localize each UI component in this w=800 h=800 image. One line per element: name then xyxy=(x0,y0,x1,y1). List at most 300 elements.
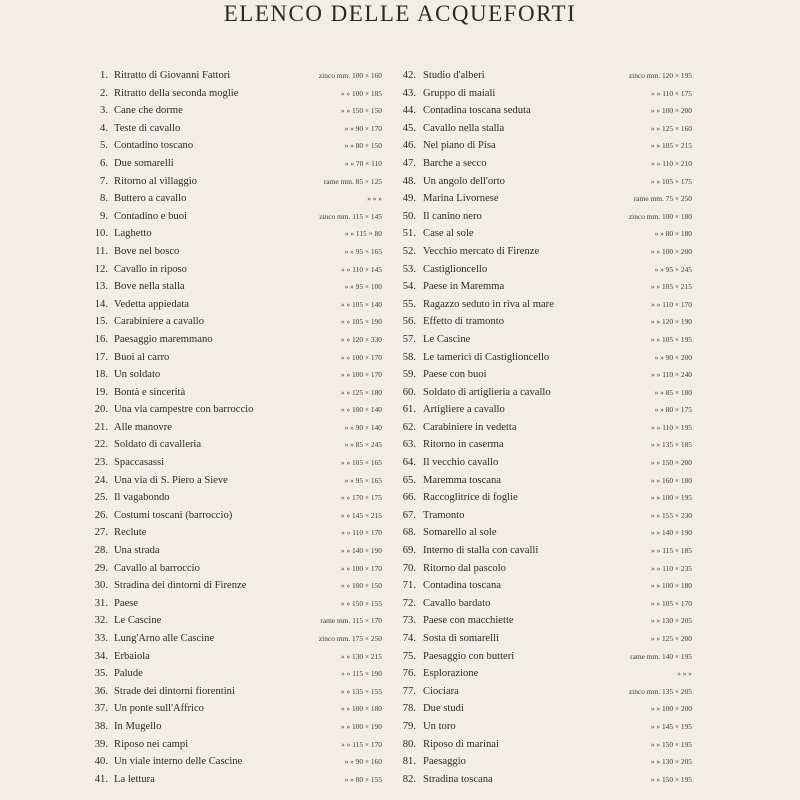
list-item xyxy=(82,454,382,472)
list-item xyxy=(82,331,382,349)
list-item xyxy=(82,120,382,138)
list-item xyxy=(392,243,692,261)
item-number: 17. xyxy=(94,351,108,363)
item-title: Le Cascine xyxy=(114,615,162,627)
item-dimensions: » » 85 × 180 xyxy=(654,387,692,397)
list-item xyxy=(82,524,382,542)
item-dimensions: » » 100 × 140 xyxy=(340,405,382,415)
item-number: 21. xyxy=(94,421,108,433)
item-title: Artigliere a cavallo xyxy=(423,404,505,416)
list-item xyxy=(82,261,382,279)
item-dimensions: » » 110 × 240 xyxy=(651,370,692,380)
list-item xyxy=(392,454,692,472)
list-item xyxy=(82,436,382,454)
item-title: Studio d'alberi xyxy=(423,70,485,81)
item-number: 43. xyxy=(402,87,416,99)
item-number: 67. xyxy=(402,509,416,521)
item-number: 57. xyxy=(402,333,416,345)
list-item xyxy=(82,577,382,595)
list-item xyxy=(82,419,382,437)
item-number: 42. xyxy=(402,70,416,81)
item-dimensions: » » 95 × 100 xyxy=(344,282,382,292)
item-dimensions: » » 105 × 190 xyxy=(340,317,382,327)
item-number: 53. xyxy=(402,263,416,275)
list-item xyxy=(392,208,692,226)
item-title: Costumi toscani (barroccio) xyxy=(114,509,233,521)
list-item xyxy=(82,366,382,384)
list-item xyxy=(392,577,692,595)
item-title: Erbaiola xyxy=(114,650,150,662)
item-number: 2. xyxy=(100,87,108,99)
item-number: 3. xyxy=(100,105,108,117)
item-title: Case al sole xyxy=(423,228,474,240)
item-number: 26. xyxy=(94,509,108,521)
item-title: Spaccasassi xyxy=(114,457,165,469)
item-dimensions: » » 150 × 155 xyxy=(340,598,382,608)
list-item xyxy=(392,560,692,578)
item-dimensions: » » 80 × 155 xyxy=(344,774,382,784)
item-dimensions: » » 110 × 170 xyxy=(651,299,692,309)
item-number: 75. xyxy=(402,650,416,662)
item-title: Reclute xyxy=(114,527,147,539)
item-title: Un angolo dell'orto xyxy=(423,175,505,187)
item-number: 11. xyxy=(95,245,108,257)
item-title: Somarello al sole xyxy=(423,527,497,539)
item-dimensions: » » 100 × 170 xyxy=(340,352,382,362)
item-number: 48. xyxy=(402,175,416,187)
item-title: Una strada xyxy=(114,545,160,557)
item-dimensions: zinco mm. 175 × 250 xyxy=(318,634,382,643)
item-title: Le Cascine xyxy=(423,333,471,345)
item-title: Paese con buoi xyxy=(423,369,487,381)
item-number: 1. xyxy=(100,70,108,81)
item-number: 8. xyxy=(100,193,108,205)
item-number: 82. xyxy=(402,773,416,785)
list-item xyxy=(82,736,382,754)
list-item xyxy=(82,542,382,560)
item-number: 25. xyxy=(94,492,108,504)
list-item xyxy=(392,137,692,155)
item-dimensions: » » 90 × 140 xyxy=(344,422,382,432)
item-title: Tramonto xyxy=(423,509,465,521)
list-item xyxy=(82,208,382,226)
item-number: 73. xyxy=(402,615,416,627)
item-dimensions: » » 100 × 150 xyxy=(340,581,382,591)
item-title: Vecchio mercato di Firenze xyxy=(423,245,540,257)
item-dimensions: » » 105 × 140 xyxy=(340,299,382,309)
item-dimensions: » » 150 × 195 xyxy=(650,774,692,784)
item-dimensions: » » 90 × 170 xyxy=(344,123,382,133)
item-dimensions: » » 125 × 160 xyxy=(650,123,692,133)
item-title: Bontà e sincerità xyxy=(114,386,186,398)
item-number: 78. xyxy=(402,703,416,715)
item-dimensions: » » 95 × 165 xyxy=(344,475,382,485)
item-dimensions: » » 80 × 175 xyxy=(654,405,692,415)
item-dimensions: zinco mm. 115 × 145 xyxy=(319,211,382,221)
list-item xyxy=(392,85,692,103)
item-title: Un toro xyxy=(423,720,456,732)
item-title: Paese in Maremma xyxy=(423,281,505,293)
item-dimensions: » » 80 × 150 xyxy=(344,141,382,151)
item-title: La lettura xyxy=(114,773,155,785)
list-item xyxy=(392,489,692,507)
item-dimensions: » » 110 × 175 xyxy=(651,88,692,98)
item-number: 46. xyxy=(402,140,416,152)
item-number: 12. xyxy=(94,263,108,275)
item-number: 27. xyxy=(94,527,108,539)
item-number: 38. xyxy=(94,720,108,732)
list-item xyxy=(82,753,382,771)
item-title: Stradina dei dintorni di Firenze xyxy=(114,580,247,592)
item-dimensions: » » 135 × 185 xyxy=(650,440,692,450)
item-number: 47. xyxy=(402,157,416,169)
item-title: In Mugello xyxy=(114,720,162,732)
list-item xyxy=(82,595,382,613)
list-item xyxy=(82,296,382,314)
item-title: Un soldato xyxy=(114,369,161,381)
item-title: Gruppo di maiali xyxy=(423,87,496,99)
item-title: Il canino nero xyxy=(423,210,482,222)
item-dimensions: » » 150 × 200 xyxy=(650,458,692,468)
item-number: 64. xyxy=(402,457,416,469)
list-item xyxy=(392,436,692,454)
item-number: 70. xyxy=(402,562,416,574)
item-number: 54. xyxy=(402,281,416,293)
list-item xyxy=(392,331,692,349)
list-item xyxy=(392,736,692,754)
item-title: Contadino toscano xyxy=(114,140,194,152)
item-dimensions: zinco mm. 100 × 160 xyxy=(318,71,382,80)
list-item xyxy=(82,665,382,683)
item-title: Sosta di somarelli xyxy=(423,633,499,644)
item-dimensions: » » 90 × 160 xyxy=(344,757,382,767)
item-number: 37. xyxy=(94,703,108,715)
item-title: Contadina toscana xyxy=(423,580,501,592)
list-item xyxy=(392,401,692,419)
item-dimensions: » » 135 × 155 xyxy=(340,686,382,696)
item-dimensions: rame mm. 85 × 125 xyxy=(323,176,382,186)
list-item xyxy=(392,190,692,208)
item-dimensions: » » 125 × 200 xyxy=(650,634,692,643)
item-title: Interno di stalla con cavalli xyxy=(423,545,539,557)
list-item xyxy=(82,700,382,718)
item-dimensions: » » 130 × 215 xyxy=(340,651,382,661)
item-number: 41. xyxy=(94,773,108,785)
item-title: Paesaggio xyxy=(423,756,466,768)
item-dimensions: » » 90 × 200 xyxy=(654,352,692,362)
item-dimensions: » » 130 × 205 xyxy=(650,757,692,767)
item-title: Riposo nei campi xyxy=(114,738,189,750)
item-number: 32. xyxy=(94,615,108,627)
list-item xyxy=(392,683,692,701)
item-number: 80. xyxy=(402,738,416,750)
list-item xyxy=(82,243,382,261)
item-title: Ciociara xyxy=(423,685,459,697)
item-title: Esplorazione xyxy=(423,668,479,680)
list-item xyxy=(392,648,692,666)
item-number: 69. xyxy=(402,545,416,557)
list-item xyxy=(82,472,382,490)
item-title: Castiglioncello xyxy=(423,263,488,275)
item-title: Il vecchio cavallo xyxy=(423,457,499,469)
list-item xyxy=(392,225,692,243)
item-number: 31. xyxy=(94,597,108,609)
item-number: 36. xyxy=(94,685,108,697)
item-dimensions: » » 130 × 205 xyxy=(650,616,692,626)
item-number: 61. xyxy=(402,404,416,416)
item-title: Cavallo nella stalla xyxy=(423,122,505,134)
item-dimensions: » » 100 × 180 xyxy=(650,581,692,591)
item-dimensions: » » 105 × 215 xyxy=(650,282,692,292)
list-item xyxy=(82,349,382,367)
item-title: Stradina toscana xyxy=(423,773,493,785)
list-item xyxy=(82,173,382,191)
list-item xyxy=(392,524,692,542)
page-title: ELENCO DELLE ACQUEFORTI xyxy=(223,1,577,26)
list-item xyxy=(82,313,382,331)
item-title: Il vagabondo xyxy=(114,492,170,504)
list-item xyxy=(392,313,692,331)
list-item xyxy=(392,542,692,560)
list-item xyxy=(392,102,692,120)
item-title: Buttero a cavallo xyxy=(114,193,187,205)
list-item xyxy=(392,67,692,85)
item-number: 51. xyxy=(402,228,416,240)
item-number: 4. xyxy=(100,122,108,134)
item-title: Bove nel bosco xyxy=(114,245,180,257)
item-dimensions: » » 150 × 195 xyxy=(650,739,692,749)
item-dimensions: » » 100 × 200 xyxy=(650,704,692,714)
item-number: 65. xyxy=(402,474,416,486)
item-dimensions: » » 115 × 80 xyxy=(344,229,382,239)
list-item xyxy=(392,278,692,296)
list-item xyxy=(392,155,692,173)
item-dimensions: » » 105 × 170 xyxy=(650,598,692,608)
item-number: 22. xyxy=(94,439,108,451)
item-dimensions: » » 100 × 200 xyxy=(650,106,692,116)
list-item xyxy=(82,683,382,701)
list-item xyxy=(392,630,692,648)
item-title: Riposo di marinai xyxy=(423,738,499,750)
list-item xyxy=(82,225,382,243)
item-title: Cavallo in riposo xyxy=(114,263,187,275)
list-item xyxy=(392,771,692,789)
item-title: Paese xyxy=(114,597,139,609)
list-item xyxy=(82,85,382,103)
item-number: 30. xyxy=(94,580,108,592)
list-item xyxy=(392,349,692,367)
item-number: 62. xyxy=(402,421,416,433)
item-dimensions: » » 110 × 145 xyxy=(341,264,382,274)
item-dimensions: » » » xyxy=(367,194,382,204)
item-number: 33. xyxy=(94,633,108,644)
item-dimensions: » » 100 × 180 xyxy=(340,704,382,714)
item-dimensions: » » 160 × 180 xyxy=(650,475,692,485)
item-title: Lung'Arno alle Cascine xyxy=(114,633,215,644)
item-title: Ritorno al villaggio xyxy=(114,175,197,187)
item-dimensions: » » 105 × 195 xyxy=(650,334,692,344)
item-dimensions: » » » xyxy=(677,669,692,679)
item-number: 23. xyxy=(94,457,108,469)
item-number: 77. xyxy=(402,685,416,697)
item-title: Bove nella stalla xyxy=(114,281,185,293)
list-item xyxy=(392,120,692,138)
item-number: 49. xyxy=(402,193,416,205)
item-number: 35. xyxy=(94,668,108,680)
item-number: 20. xyxy=(94,404,108,416)
list-item xyxy=(392,173,692,191)
item-title: Contadina toscana seduta xyxy=(423,105,531,117)
item-title: Palude xyxy=(114,668,143,680)
item-dimensions: » » 95 × 165 xyxy=(344,246,382,256)
item-dimensions: » » 120 × 190 xyxy=(650,317,692,327)
item-title: Raccoglitrice di foglie xyxy=(423,492,518,504)
item-dimensions: » » 115 × 170 xyxy=(341,739,382,749)
item-number: 74. xyxy=(402,633,416,644)
item-dimensions: rame mm. 75 × 250 xyxy=(633,194,692,204)
item-title: Alle manovre xyxy=(114,421,172,433)
list-item xyxy=(82,507,382,525)
item-title: Effetto di tramonto xyxy=(423,316,505,328)
item-dimensions: » » 110 × 210 xyxy=(651,158,692,168)
list-item xyxy=(392,366,692,384)
item-title: Un ponte sull'Affrico xyxy=(114,703,204,715)
item-dimensions: » » 95 × 245 xyxy=(654,264,692,274)
item-title: Laghetto xyxy=(114,228,152,240)
item-title: Buoi al carro xyxy=(114,351,170,363)
list-item xyxy=(392,665,692,683)
item-number: 15. xyxy=(94,316,108,328)
item-title: Marina Livornese xyxy=(423,193,499,205)
list-item xyxy=(82,278,382,296)
item-title: Ritratto di Giovanni Fattori xyxy=(114,70,231,81)
item-dimensions: » » 170 × 175 xyxy=(340,493,382,503)
item-title: Una via campestre con barroccio xyxy=(114,404,254,416)
item-title: Vedetta appiedata xyxy=(114,298,189,310)
list-item xyxy=(82,560,382,578)
item-number: 79. xyxy=(402,720,416,732)
item-number: 81. xyxy=(402,756,416,768)
item-number: 34. xyxy=(94,650,108,662)
item-number: 44. xyxy=(402,105,416,117)
item-number: 6. xyxy=(100,157,108,169)
item-number: 45. xyxy=(402,122,416,134)
item-dimensions: » » 105 × 175 xyxy=(650,176,692,186)
item-title: Barche a secco xyxy=(423,157,487,169)
item-dimensions: » » 145 × 215 xyxy=(340,510,382,520)
item-title: Ritratto della seconda moglie xyxy=(114,87,239,99)
list-item xyxy=(82,612,382,630)
item-number: 76. xyxy=(402,668,416,680)
item-number: 13. xyxy=(94,281,108,293)
item-title: Un viale interno delle Cascine xyxy=(114,756,243,768)
item-number: 59. xyxy=(402,369,416,381)
item-title: Due somarelli xyxy=(114,157,174,169)
list-item xyxy=(82,67,382,85)
item-number: 50. xyxy=(402,210,416,222)
item-number: 9. xyxy=(100,210,108,222)
item-title: Cavallo bardato xyxy=(423,597,491,609)
item-dimensions: » » 100 × 185 xyxy=(340,88,382,98)
list-item xyxy=(82,384,382,402)
list-item xyxy=(82,489,382,507)
item-dimensions: » » 140 × 190 xyxy=(340,546,382,556)
item-number: 63. xyxy=(402,439,416,451)
item-number: 52. xyxy=(402,245,416,257)
item-title: Paesaggio con butteri xyxy=(423,650,515,662)
item-number: 71. xyxy=(402,580,416,592)
item-dimensions: » » 85 × 245 xyxy=(344,440,382,450)
item-dimensions: » » 125 × 180 xyxy=(340,387,382,397)
item-dimensions: » » 100 × 190 xyxy=(340,721,382,731)
item-dimensions: » » 80 × 180 xyxy=(654,229,692,239)
item-dimensions: rame mm. 115 × 170 xyxy=(320,616,382,626)
list-item xyxy=(392,261,692,279)
item-dimensions: » » 120 × 330 xyxy=(340,334,382,344)
item-number: 58. xyxy=(402,351,416,363)
item-number: 60. xyxy=(402,386,416,398)
item-number: 24. xyxy=(94,474,108,486)
item-number: 7. xyxy=(100,175,108,187)
item-dimensions: » » 100 × 195 xyxy=(650,493,692,503)
list-item xyxy=(392,419,692,437)
item-title: Ritorno dal pascolo xyxy=(423,562,506,574)
item-title: Soldato di artiglieria a cavallo xyxy=(423,386,551,398)
item-title: Una via di S. Piero a Sieve xyxy=(114,474,228,486)
list-item xyxy=(82,190,382,208)
item-number: 39. xyxy=(94,738,108,750)
item-dimensions: zinco mm. 120 × 195 xyxy=(628,71,692,80)
item-dimensions: » » 150 × 150 xyxy=(340,106,382,116)
item-dimensions: » » 100 × 170 xyxy=(340,563,382,573)
item-number: 16. xyxy=(94,333,108,345)
item-title: Due studi xyxy=(423,703,464,715)
list-item xyxy=(392,472,692,490)
list-item xyxy=(392,507,692,525)
list-item xyxy=(82,630,382,648)
item-dimensions: zinco mm. 135 × 205 xyxy=(628,686,692,696)
list-item xyxy=(392,718,692,736)
list-item xyxy=(82,102,382,120)
item-dimensions: » » 110 × 170 xyxy=(341,528,382,538)
list-item xyxy=(82,137,382,155)
item-title: Ragazzo seduto in riva al mare xyxy=(423,298,554,310)
item-dimensions: » » 105 × 215 xyxy=(650,141,692,151)
item-title: Paese con macchiette xyxy=(423,615,514,627)
item-dimensions: zinco mm. 100 × 180 xyxy=(628,211,692,221)
item-dimensions: » » 100 × 200 xyxy=(650,246,692,256)
catalogue-column-left xyxy=(82,67,382,788)
item-number: 14. xyxy=(94,298,108,310)
item-dimensions: » » 110 × 195 xyxy=(651,422,692,432)
item-title: Maremma toscana xyxy=(423,474,501,486)
item-title: Strade dei dintorni fiorentini xyxy=(114,685,235,697)
list-item xyxy=(392,384,692,402)
item-dimensions: » » 140 × 190 xyxy=(650,528,692,538)
item-dimensions: » » 70 × 110 xyxy=(344,158,382,168)
item-number: 72. xyxy=(402,597,416,609)
list-item xyxy=(392,753,692,771)
item-number: 55. xyxy=(402,298,416,310)
item-dimensions: » » 105 × 165 xyxy=(340,458,382,468)
item-title: Cane che dorme xyxy=(114,105,183,117)
list-item xyxy=(392,595,692,613)
item-title: Contadino e buoi xyxy=(114,210,187,222)
item-number: 66. xyxy=(402,492,416,504)
item-number: 19. xyxy=(94,386,108,398)
item-title: Paesaggio maremmano xyxy=(114,333,213,345)
list-item xyxy=(82,718,382,736)
